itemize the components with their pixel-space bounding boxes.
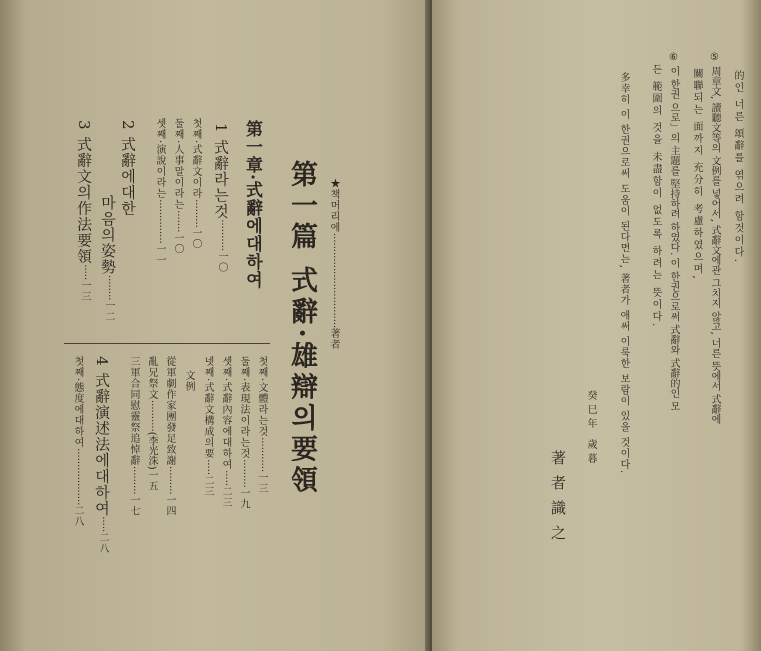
toc-item: 둘째·表現法이라는것·········一九 bbox=[238, 356, 249, 510]
toc-section-3: 3 式辭文의作法要領·····一三 bbox=[75, 120, 93, 303]
divider-rule bbox=[64, 343, 270, 344]
preface-line: 多幸히 이 한권으로써 도움이 된다면는, 著者가 애써 이룩한 보람이 있을 것이다. bbox=[618, 72, 629, 475]
toc-section-2-sub: 마음의姿勢········一二 bbox=[99, 195, 117, 323]
toc-item: 넷째·式辭文構成의要·····二三 bbox=[202, 356, 213, 498]
example-item: 從軍劇作家團發足致謝·········一四 bbox=[164, 356, 175, 517]
preface-line: 關聯되는 面까지 充分히 考慮하였으며, bbox=[691, 68, 702, 281]
author-signature: 著者識之 bbox=[549, 450, 567, 550]
toc-item: 첫째·文體라는것···········一三 bbox=[256, 356, 267, 495]
toc-section-1: 1 式辭라는것··········一〇 bbox=[212, 123, 230, 274]
preface-heading: ★책머리에······························著者 bbox=[328, 178, 339, 351]
toc-item: 셋째·式辭內容에대하여·····二三 bbox=[220, 356, 231, 509]
preface-line: 的인 너른 頌辭를 엮으려 함것이다. bbox=[732, 70, 743, 264]
toc-item: 셋째·演說이라는··············一一 bbox=[154, 118, 165, 266]
toc-item: 첫째·態度에대하여··················二八 bbox=[72, 356, 83, 528]
toc-item: 둘째·人事말이라는·······一〇 bbox=[172, 118, 183, 255]
example-item: 三軍合同慰靈祭追悼辭·········一七 bbox=[128, 356, 139, 517]
toc-section-2: 2 式辭에대한 bbox=[119, 120, 137, 217]
examples-label: 文例 bbox=[183, 370, 194, 392]
preface-line: ⑥ 이 한권 으로」의 主題를 堅持하려 하였다. 이 한권으로써 式辭와 式辭的인 모 bbox=[668, 52, 679, 412]
toc-item: 첫째·式辭文이라·········一〇 bbox=[190, 118, 201, 250]
preface-line: 든 範圍의 것을 未盡함이 없도록 하려는 뜻이다. bbox=[650, 64, 661, 329]
part-title: 第一篇 式辭·雄辯의要領 bbox=[286, 160, 317, 497]
example-item: 亂兄祭文··········(李光洙)一五 bbox=[146, 356, 157, 492]
chapter-title: 第一章·式辭에대하여 bbox=[242, 120, 262, 289]
date-line: 癸巳年 歲暮 bbox=[585, 390, 596, 468]
preface-line: ⑤ 周章文, 讀聽文等의 文例를 넣어서, 式辭文에관 그치지 않고, 너른 뜻에서 式辭에 bbox=[709, 52, 720, 425]
right-page bbox=[432, 0, 761, 651]
toc-section-4: 4 式辭演述法에대하여·····二八 bbox=[93, 356, 111, 555]
